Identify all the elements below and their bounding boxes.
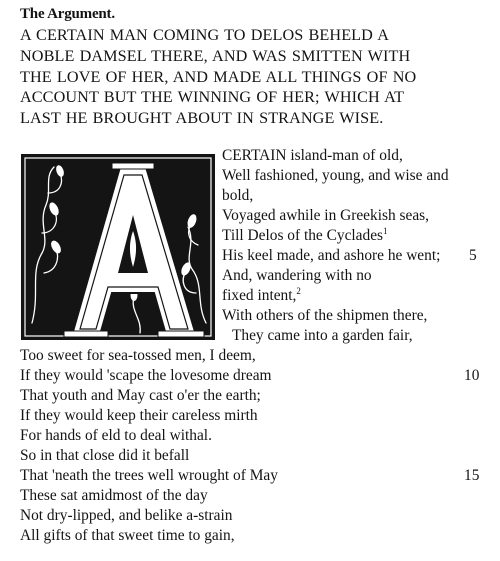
- poem-line: If they would keep their careless mirth: [20, 407, 258, 424]
- poem-line: His keel made, and ashore he went;: [222, 247, 441, 264]
- argument-line: LAST HE BROUGHT ABOUT IN STRANGE WISE.: [20, 109, 384, 128]
- poem-line: These sat amidmost of the day: [20, 487, 208, 504]
- poem-line: Not dry-lipped, and belike a-strain: [20, 507, 233, 524]
- line-number: 5: [469, 247, 477, 264]
- line-number: 15: [464, 467, 480, 484]
- line-number: 10: [464, 367, 480, 384]
- argument-line: NOBLE DAMSEL THERE, AND WAS SMITTEN WITH: [20, 46, 411, 65]
- argument-line: THE LOVE OF HER, AND MADE ALL THINGS OF NO: [20, 67, 417, 86]
- poem-line: With others of the shipmen there,: [222, 307, 428, 324]
- footnote-marker[interactable]: 2: [296, 285, 301, 296]
- poem-line: All gifts of that sweet time to gain,: [20, 527, 235, 544]
- poem-line: Too sweet for sea-tossed men, I deem,: [20, 347, 256, 364]
- footnote-marker[interactable]: 1: [383, 225, 388, 236]
- poem-line: CERTAIN island-man of old,: [222, 147, 403, 164]
- poem-line: That 'neath the trees well wrought of May: [20, 467, 278, 484]
- floral-initial-a-icon: [20, 153, 216, 341]
- poem-line: Till Delos of the Cyclades$^1$: [222, 225, 388, 244]
- argument-summary: [20, 25, 498, 129]
- poem-line: That youth and May cast o'er the earth;: [20, 387, 261, 404]
- argument-line: ACCOUNT BUT THE WINNING OF HER; WHICH AT: [20, 88, 405, 107]
- poem-line: For hands of eld to deal withal.: [20, 427, 212, 444]
- poem-line: If they would 'scape the lovesome dream: [20, 367, 272, 384]
- poem-line: So in that close did it befall: [20, 447, 190, 464]
- argument-line: A CERTAIN MAN COMING TO DELOS BEHELD A: [20, 26, 390, 44]
- decorated-initial-a: [20, 153, 216, 341]
- poem-line: And, wandering with no: [222, 267, 372, 284]
- poem-line: They came into a garden fair,: [232, 327, 413, 344]
- argument-heading: The Argument.: [20, 6, 115, 22]
- poem-line: fixed intent,$^2$: [222, 285, 301, 304]
- poem-line: Well fashioned, young, and wise and: [222, 167, 449, 184]
- poem-line: bold,: [222, 187, 254, 204]
- poem-line: Voyaged awhile in Greekish seas,: [222, 207, 430, 224]
